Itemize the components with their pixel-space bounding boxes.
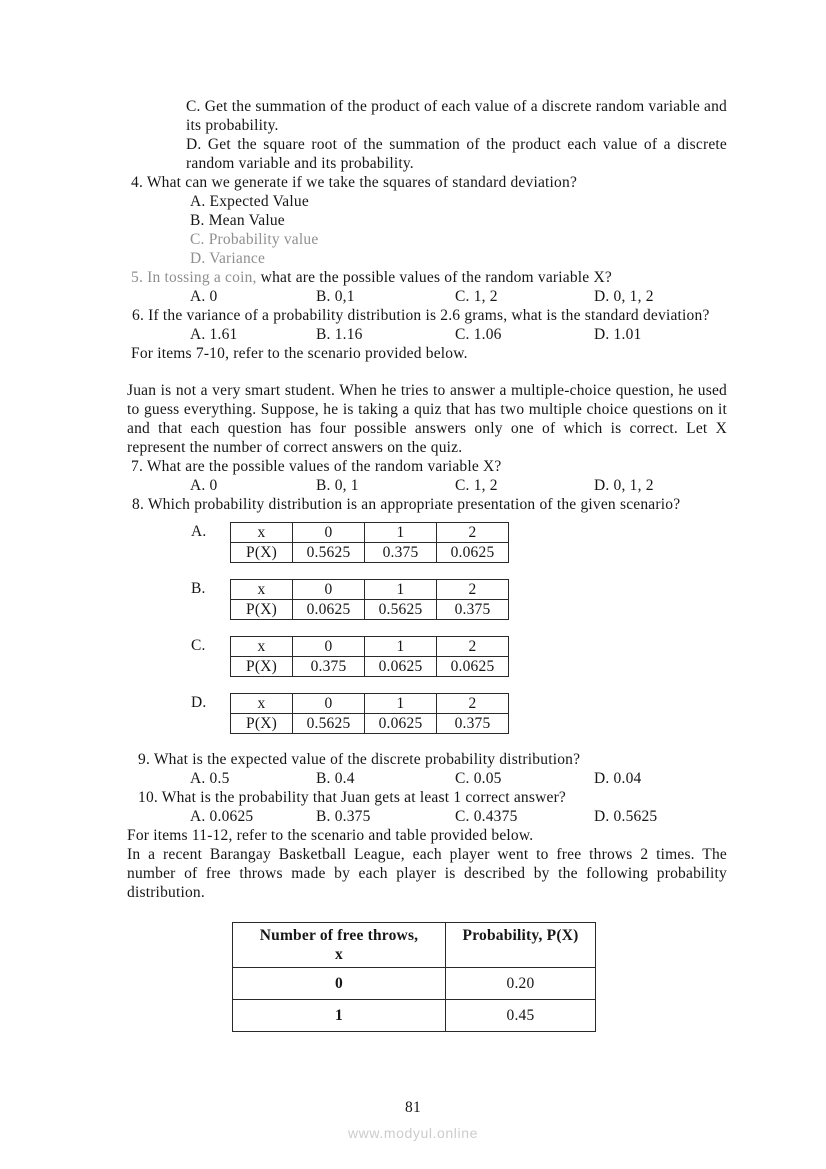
- table-row: [233, 968, 596, 1000]
- option-c: C. 0.05: [455, 770, 502, 787]
- option-c: C. 1.06: [455, 326, 502, 343]
- option-letter-c: C.: [191, 637, 206, 654]
- probability-table-b: [230, 579, 509, 620]
- table-cell: 0: [293, 694, 365, 714]
- table-header-probability: Probability, P(X): [446, 923, 596, 968]
- table-cell: 0: [293, 523, 365, 543]
- scenario-paragraph-2: In a recent Barangay Basketball League, each player went to free throws 2 times. The number of free throws made by each player is described by the following probability distribution.: [127, 846, 727, 901]
- q8-option-c: [191, 636, 727, 677]
- table-cell: P(X): [231, 543, 293, 563]
- question-9-text: 9. What is the expected value of the discrete probability distribution?: [138, 751, 581, 768]
- option-d: D. 0, 1, 2: [594, 477, 654, 494]
- question-10-options: [190, 807, 727, 826]
- table-cell-p0: 0.20: [446, 968, 596, 1000]
- option-d: D. 0, 1, 2: [594, 288, 654, 305]
- table-cell: 0.375: [293, 657, 365, 677]
- table-row: [231, 694, 509, 714]
- table-cell: 0: [293, 637, 365, 657]
- question-5-rest: what are the possible values of the random variable X?: [256, 269, 612, 286]
- table-header-free-throws: [233, 923, 446, 968]
- option-b: B. 0, 1: [316, 477, 359, 494]
- page-number: 81: [405, 1099, 421, 1116]
- question-5-options: [190, 287, 727, 306]
- note-items-11-12: For items 11-12, refer to the scenario and table provided below.: [127, 827, 534, 844]
- probability-table-d: [230, 693, 509, 734]
- header-line-1: Number of free throws,: [259, 927, 419, 944]
- table-cell: 1: [365, 580, 437, 600]
- table-cell-p1: 0.45: [446, 1000, 596, 1032]
- table-cell: 2: [437, 637, 509, 657]
- choice-paragraph-d: D. Get the square root of the summation of the product each value of a discrete random variable and its probability.: [186, 136, 727, 172]
- table-row: [231, 657, 509, 677]
- question-10-text: 10. What is the probability that Juan gets at least 1 correct answer?: [138, 789, 567, 806]
- table-cell: 0.0625: [437, 657, 509, 677]
- table-cell: x: [231, 523, 293, 543]
- option-letter-d: D.: [191, 694, 207, 711]
- table-cell: P(X): [231, 600, 293, 620]
- question-4-text: 4. What can we generate if we take the squares of standard deviation?: [131, 174, 578, 191]
- option-a: A. 0.5: [190, 770, 230, 787]
- option-letter-b: B.: [191, 580, 206, 597]
- table-row: [231, 637, 509, 657]
- table-cell: 0.0625: [365, 714, 437, 734]
- option-b: B. 0,1: [316, 288, 355, 305]
- probability-table-a: [230, 522, 509, 563]
- table-cell: 1: [365, 694, 437, 714]
- option-a: A. 0.0625: [190, 808, 254, 825]
- table-cell: 2: [437, 580, 509, 600]
- option-d: D. 0.04: [594, 770, 642, 787]
- table-cell: 1: [365, 637, 437, 657]
- table-row: [231, 580, 509, 600]
- table-cell: x: [231, 694, 293, 714]
- question-5-text: [131, 268, 727, 287]
- table-cell: 0.375: [437, 600, 509, 620]
- question-6-text: 6. If the variance of a probability distribution is 2.6 grams, what is the standard deviation?: [132, 307, 710, 324]
- table-cell: 0: [293, 580, 365, 600]
- table-row: [231, 523, 509, 543]
- table-cell: P(X): [231, 714, 293, 734]
- question-6-options: [190, 325, 727, 344]
- table-cell-x1: 1: [233, 1000, 446, 1032]
- table-cell: 0.5625: [365, 600, 437, 620]
- q8-option-b: [191, 579, 727, 620]
- table-cell: 0.5625: [293, 543, 365, 563]
- choice-paragraph-c: C. Get the summation of the product of each value of a discrete random variable and its probability.: [186, 98, 727, 134]
- option-b: B. 0.4: [316, 770, 355, 787]
- probability-table-c: [230, 636, 509, 677]
- option-c: C. 1, 2: [455, 477, 498, 494]
- table-cell: 0.375: [437, 714, 509, 734]
- table-row: [231, 600, 509, 620]
- option-d: D. 0.5625: [594, 808, 658, 825]
- option-a: A. 0: [190, 288, 218, 305]
- option-c: C. 0.4375: [455, 808, 518, 825]
- table-cell: 0.0625: [293, 600, 365, 620]
- question-5-lead: 5. In tossing a coin,: [131, 269, 257, 286]
- option-b: B. 0.375: [316, 808, 371, 825]
- table-cell: 0.375: [365, 543, 437, 563]
- option-letter-a: A.: [191, 523, 207, 540]
- note-items-7-10: For items 7-10, refer to the scenario provided below.: [131, 345, 468, 362]
- option-c: C. Probability value: [190, 231, 319, 248]
- option-d: D. 1.01: [594, 326, 642, 343]
- q8-option-d: [191, 693, 727, 734]
- table-cell: P(X): [231, 657, 293, 677]
- option-a: A. 1.61: [190, 326, 238, 343]
- table-cell: 1: [365, 523, 437, 543]
- table-row: [231, 714, 509, 734]
- table-cell-x0: 0: [233, 968, 446, 1000]
- table-cell: x: [231, 580, 293, 600]
- option-b: B. Mean Value: [190, 212, 285, 229]
- table-cell: x: [231, 637, 293, 657]
- header-line-2: x: [335, 946, 343, 963]
- free-throws-table: [232, 922, 596, 1032]
- option-c: C. 1, 2: [455, 288, 498, 305]
- scenario-paragraph-1: Juan is not a very smart student. When he tries to answer a multiple-choice question, he used to guess everything. Suppose, he is taking a quiz that has two multiple choice questions on it and that each question has four possible answers only one of which is correct. Let X represent the number of correct answers on the quiz.: [127, 382, 727, 456]
- question-9-options: [190, 769, 727, 788]
- table-row: [233, 1000, 596, 1032]
- table-cell: 2: [437, 694, 509, 714]
- option-b: B. 1.16: [316, 326, 363, 343]
- option-d: D. Variance: [190, 250, 266, 267]
- table-row: [231, 543, 509, 563]
- option-a: A. 0: [190, 477, 218, 494]
- table-header-row: [233, 923, 596, 968]
- table-cell: 0.0625: [437, 543, 509, 563]
- question-7-text: 7. What are the possible values of the random variable X?: [131, 458, 502, 475]
- q8-option-a: [191, 522, 727, 563]
- question-4-options: [127, 192, 727, 268]
- watermark: www.modyul.online: [347, 1125, 479, 1141]
- option-a: A. Expected Value: [190, 193, 309, 210]
- question-7-options: [190, 476, 727, 495]
- question-8-text: 8. Which probability distribution is an appropriate presentation of the given scenario?: [132, 496, 681, 513]
- table-cell: 2: [437, 523, 509, 543]
- table-cell: 0.0625: [365, 657, 437, 677]
- table-cell: 0.5625: [293, 714, 365, 734]
